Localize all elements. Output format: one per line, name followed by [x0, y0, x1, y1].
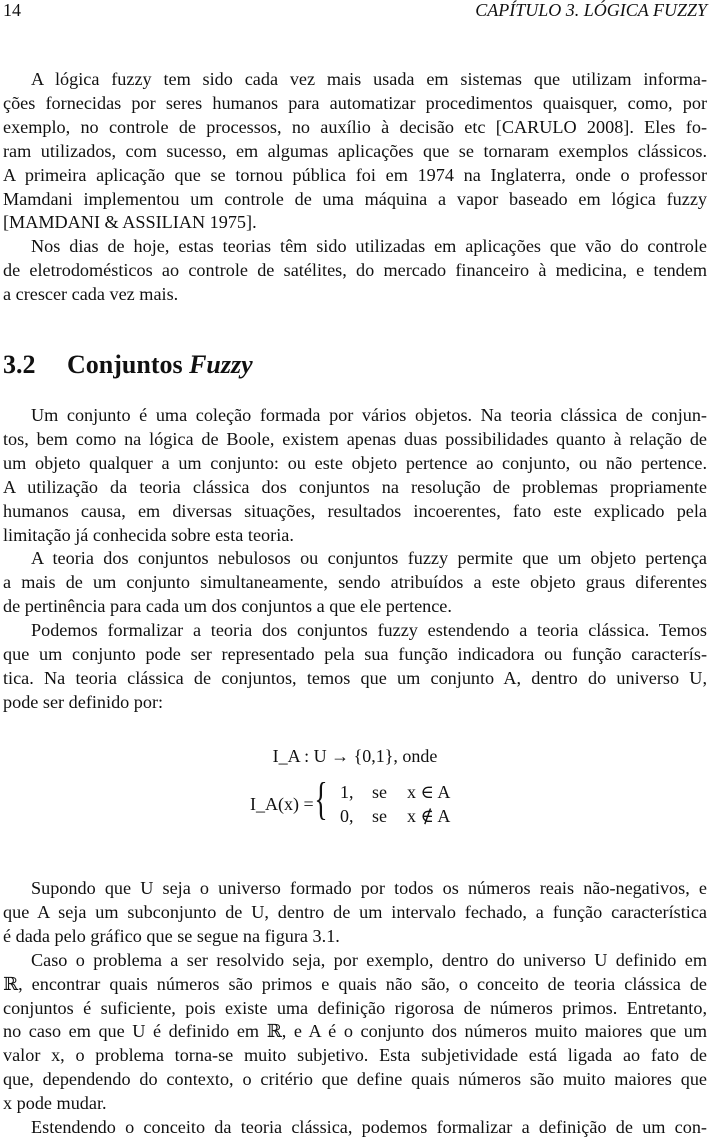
text-line: que um conjunto pode ser representado pela sua função indicadora ou função caracterís-	[3, 644, 707, 665]
case-value: 1,	[340, 782, 354, 802]
text-line: ram utilizados, com sucesso, em algumas aplicações que se tornaram exemplos clássicos.	[3, 140, 707, 161]
section-heading	[3, 350, 253, 380]
text-line: Supondo que U seja o universo formado por todos os números reais não-negativos, e	[31, 878, 707, 898]
text-line: x pode mudar.	[3, 1093, 107, 1114]
case-condition: x ∉ A	[407, 806, 451, 826]
text-line: é dada pelo gráfico que se segue na figura 3.1.	[3, 925, 340, 946]
text-line: a crescer cada vez mais.	[3, 284, 179, 305]
paragraph	[3, 949, 707, 1116]
case-condition: x ∈ A	[407, 782, 451, 802]
intro-text	[3, 68, 707, 307]
text-line: A utilização da teoria clássica dos conjuntos na resolução de problemas propriamente	[3, 476, 707, 497]
paragraph	[3, 404, 707, 547]
text-line: [MAMDANI & ASSILIAN 1975].	[3, 212, 257, 233]
text-line: Podemos formalizar a teoria dos conjuntos fuzzy estendendo a teoria clássica. Temos	[31, 620, 707, 641]
text-line: de eletrodomésticos ao controle de satélites, do mercado financeiro à medicina, e tendem	[3, 260, 707, 281]
text-line: Mamdani implementou um controle de uma máquina a vapor baseado em lógica fuzzy	[3, 188, 707, 209]
equation-lhs: I_A(x) =	[250, 794, 314, 814]
section-text	[3, 404, 707, 715]
text-line: que A seja um subconjunto de U, dentro de um intervalo fechado, a função característica	[3, 901, 707, 922]
text-line: ℝ, encontrar quais números são primos e quais não são, o conceito de teoria clássica de	[3, 973, 707, 994]
text-line: Caso o problema a ser resolvido seja, por exemplo, dentro do universo U definido em	[31, 949, 707, 970]
page-header	[0, 0, 710, 24]
equation-case-row	[340, 806, 450, 827]
text-line: tica. Na teoria clássica de conjuntos, temos que um conjunto A, dentro do universo U,	[3, 667, 707, 688]
text-line: um objeto qualquer a um conjunto: ou este objeto pertence ao conjunto, ou não pertence.	[3, 452, 707, 473]
text-line: A primeira aplicação que se tornou pública foi em 1974 na Inglaterra, onde o professor	[3, 164, 707, 185]
text-line: que, dependendo do contexto, o critério que define quais números são muito maiores que	[3, 1069, 707, 1090]
text-line: pode ser definido por:	[3, 691, 164, 712]
text-line: Estendendo o conceito da teoria clássica, podemos formalizar a definição de um con-	[31, 1117, 707, 1138]
page-number: 14	[3, 0, 21, 20]
equation-indicator-def	[250, 773, 500, 830]
text-line: a mais de um conjunto simultaneamente, sendo atribuídos a este objeto graus diferentes	[3, 572, 707, 593]
paragraph	[3, 235, 707, 307]
paragraph	[3, 877, 707, 949]
brace-symbol: {	[314, 773, 328, 824]
text-line: Nos dias de hoje, estas teorias têm sido utilizadas em aplicações que vão do controle	[31, 236, 707, 257]
text-line: de pertinência para cada um dos conjuntos a que ele pertence.	[3, 596, 452, 617]
paragraph	[3, 68, 707, 235]
after-equation-text	[3, 877, 707, 1140]
text-line: limitação já conhecida sobre esta teoria.	[3, 524, 294, 545]
text-line: A teoria dos conjuntos nebulosos ou conjuntos fuzzy permite que um objeto pertença	[31, 548, 707, 569]
text-line: tos, bem como na lógica de Boole, existem apenas duas possibilidades quanto à relação de	[3, 428, 707, 449]
case-word: se	[372, 806, 387, 826]
running-head: CAPÍTULO 3. LÓGICA FUZZY	[475, 0, 707, 20]
text-line: valor x, o problema torna-se muito subjetivo. Esta subjetividade está ligada ao fato de	[3, 1045, 707, 1066]
section-number: 3.2	[3, 350, 36, 379]
text-line: Um conjunto é uma coleção formada por vários objetos. Na teoria clássica de conjun-	[31, 405, 707, 425]
equation-indicator-map: I_A : U → {0,1}, onde	[272, 746, 438, 766]
case-value: 0,	[340, 806, 354, 826]
text-line: A lógica fuzzy tem sido cada vez mais usada em sistemas que utilizam informa-	[31, 69, 707, 89]
section-title: Conjuntos	[67, 350, 190, 379]
text-line: humanos causa, em diversas situações, resultados incoerentes, fato este explicado pela	[3, 500, 707, 521]
paragraph	[3, 547, 707, 619]
paragraph	[3, 1116, 707, 1140]
section-title-italic: Fuzzy	[189, 350, 253, 379]
paragraph	[3, 619, 707, 715]
text-line: no caso em que U é definido em ℝ, e A é o conjunto dos números muito maiores que um	[3, 1021, 707, 1042]
equation-case-row	[340, 782, 450, 803]
text-line: exemplo, no controle de processos, no auxílio à decisão etc [CARULO 2008]. Eles fo-	[3, 116, 707, 137]
text-line: conjuntos é suficiente, pois existe uma definição rigorosa de números primos. Entretanto,	[3, 997, 707, 1018]
text-line: ções fornecidas por seres humanos para automatizar procedimentos quaisquer, como, por	[3, 92, 707, 113]
case-word: se	[372, 782, 387, 802]
